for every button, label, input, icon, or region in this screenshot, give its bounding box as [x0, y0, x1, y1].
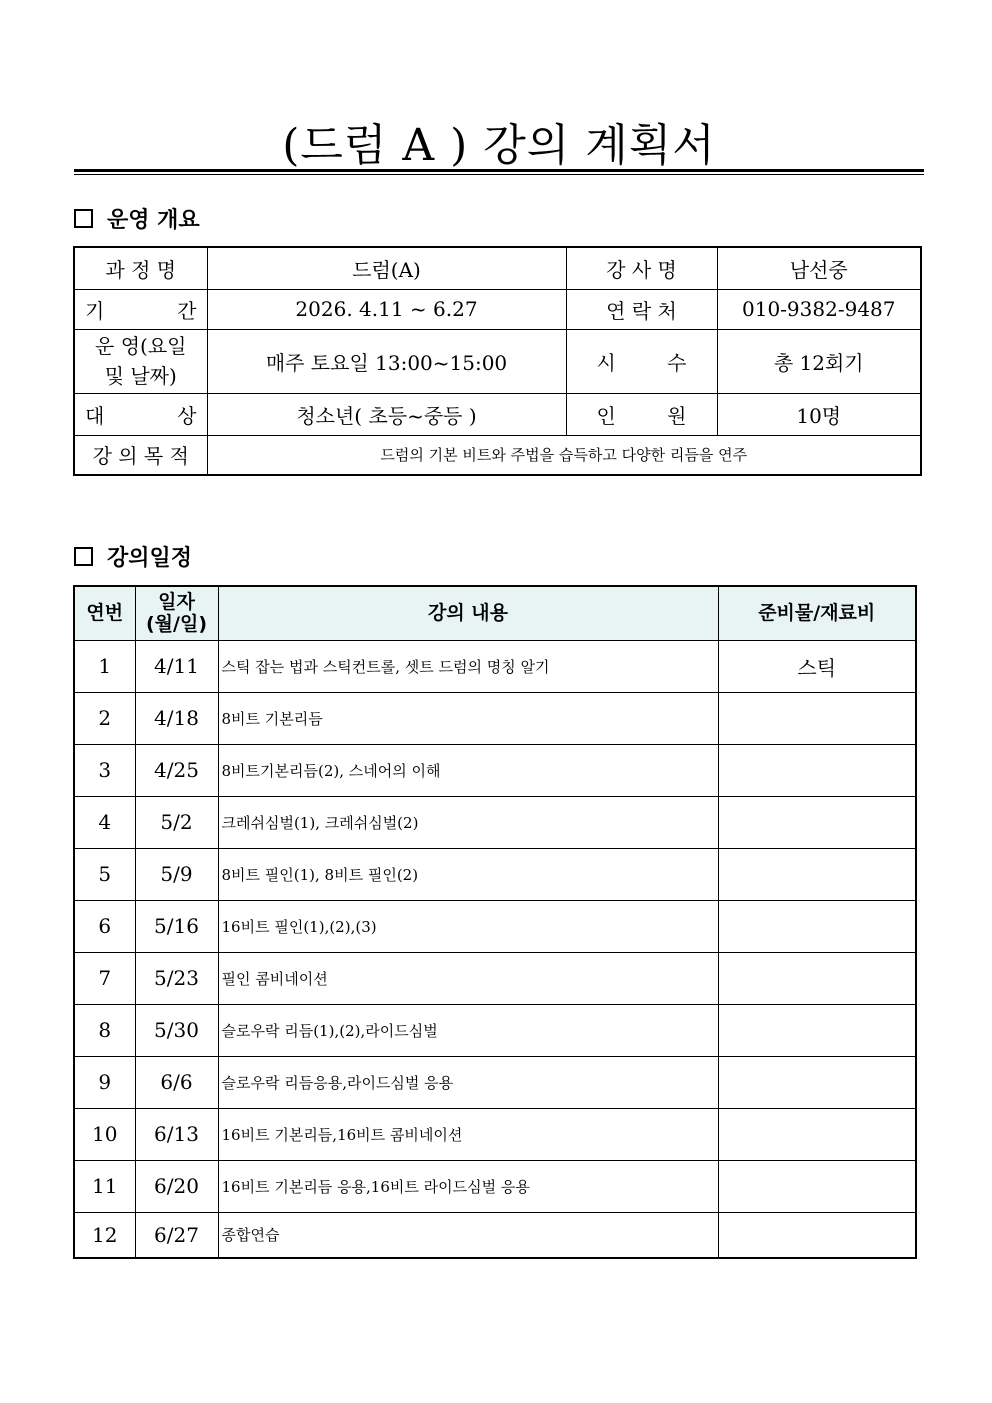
table-row — [74, 1004, 916, 1056]
overview-section-heading — [74, 203, 200, 233]
period-value: 2026. 4.11 ~ 6.27 — [207, 289, 566, 329]
table-row — [74, 848, 916, 900]
overview-table — [73, 246, 922, 476]
contact-value: 010-9382-9487 — [717, 289, 921, 329]
row-content: 스틱 잡는 법과 스틱컨트롤, 셋트 드럼의 명칭 알기 — [218, 640, 718, 692]
row-number: 11 — [74, 1160, 135, 1212]
row-supplies: 스틱 — [718, 640, 916, 692]
row-number: 4 — [74, 796, 135, 848]
sessions-value: 총 12회기 — [717, 329, 921, 393]
row-content: 16비트 기본리듬,16비트 콤비네이션 — [218, 1108, 718, 1160]
row-content: 필인 콤비네이션 — [218, 952, 718, 1004]
row-date: 5/9 — [135, 848, 218, 900]
table-row — [74, 952, 916, 1004]
row-supplies — [718, 952, 916, 1004]
col-header-date-line-1: 일자 — [158, 591, 195, 614]
schedule-body — [74, 640, 916, 1258]
col-header-date — [135, 586, 218, 640]
checkbox-icon[interactable] — [74, 209, 93, 228]
purpose-label: 강 의 목 적 — [74, 435, 207, 475]
row-supplies — [718, 796, 916, 848]
target-value: 청소년( 초등~중등 ) — [207, 393, 566, 435]
row-number: 8 — [74, 1004, 135, 1056]
schedule-section-heading — [74, 541, 192, 571]
headcount-label: 인 원 — [566, 393, 717, 435]
row-content: 종합연습 — [218, 1212, 718, 1258]
purpose-value: 드럼의 기본 비트와 주법을 습득하고 다양한 리듬을 연주 — [207, 435, 921, 475]
schedule-label-line-2: 및 날짜) — [104, 364, 177, 388]
row-date: 5/30 — [135, 1004, 218, 1056]
col-header-no: 연번 — [74, 586, 135, 640]
table-row — [74, 796, 916, 848]
row-date: 6/27 — [135, 1212, 218, 1258]
col-header-content: 강의 내용 — [218, 586, 718, 640]
table-row — [74, 900, 916, 952]
row-number: 6 — [74, 900, 135, 952]
row-date: 4/18 — [135, 692, 218, 744]
table-row — [74, 640, 916, 692]
row-date: 4/25 — [135, 744, 218, 796]
table-row — [74, 1056, 916, 1108]
row-date: 5/23 — [135, 952, 218, 1004]
row-supplies — [718, 1160, 916, 1212]
course-label: 과 정 명 — [74, 247, 207, 289]
table-row — [74, 1108, 916, 1160]
row-date: 5/2 — [135, 796, 218, 848]
row-content: 8비트 기본리듬 — [218, 692, 718, 744]
row-number: 10 — [74, 1108, 135, 1160]
row-supplies — [718, 692, 916, 744]
overview-heading-text: 운영 개요 — [107, 207, 200, 233]
row-content: 16비트 기본리듬 응용,16비트 라이드심벌 응용 — [218, 1160, 718, 1212]
row-content: 8비트 필인(1), 8비트 필인(2) — [218, 848, 718, 900]
row-content: 슬로우락 리듬(1),(2),라이드심벌 — [218, 1004, 718, 1056]
row-content: 크레쉬심벌(1), 크레쉬심벌(2) — [218, 796, 718, 848]
row-number: 2 — [74, 692, 135, 744]
row-supplies — [718, 744, 916, 796]
col-header-date-line-2: (월/일) — [145, 613, 207, 636]
instructor-label: 강 사 명 — [566, 247, 717, 289]
row-number: 9 — [74, 1056, 135, 1108]
row-supplies — [718, 848, 916, 900]
checkbox-icon[interactable] — [74, 547, 93, 566]
title-divider — [74, 169, 924, 175]
table-row — [74, 1160, 916, 1212]
schedule-table — [73, 585, 917, 1259]
schedule-value: 매주 토요일 13:00~15:00 — [207, 329, 566, 393]
row-number: 3 — [74, 744, 135, 796]
course-value: 드럼(A) — [207, 247, 566, 289]
sessions-label: 시 수 — [566, 329, 717, 393]
row-number: 12 — [74, 1212, 135, 1258]
schedule-label-line-1: 운 영(요일 — [95, 334, 187, 358]
page-title: (드럼 A ) 강의 계획서 — [282, 120, 716, 171]
row-supplies — [718, 1108, 916, 1160]
table-row — [74, 1212, 916, 1258]
row-date: 5/16 — [135, 900, 218, 952]
row-date: 6/6 — [135, 1056, 218, 1108]
row-date: 6/13 — [135, 1108, 218, 1160]
row-number: 7 — [74, 952, 135, 1004]
contact-label: 연 락 처 — [566, 289, 717, 329]
target-label: 대 상 — [74, 393, 207, 435]
row-date: 6/20 — [135, 1160, 218, 1212]
row-number: 5 — [74, 848, 135, 900]
row-content: 슬로우락 리듬응용,라이드심벌 응용 — [218, 1056, 718, 1108]
table-row — [74, 744, 916, 796]
col-header-supplies: 준비물/재료비 — [718, 586, 916, 640]
row-supplies — [718, 1212, 916, 1258]
headcount-value: 10명 — [717, 393, 921, 435]
schedule-label — [74, 329, 207, 393]
row-number: 1 — [74, 640, 135, 692]
row-supplies — [718, 1056, 916, 1108]
instructor-value: 남선중 — [717, 247, 921, 289]
table-row — [74, 692, 916, 744]
row-supplies — [718, 900, 916, 952]
row-date: 4/11 — [135, 640, 218, 692]
row-content: 16비트 필인(1),(2),(3) — [218, 900, 718, 952]
row-content: 8비트기본리듬(2), 스네어의 이해 — [218, 744, 718, 796]
row-supplies — [718, 1004, 916, 1056]
period-label: 기 간 — [74, 289, 207, 329]
schedule-heading-text: 강의일정 — [107, 545, 193, 571]
